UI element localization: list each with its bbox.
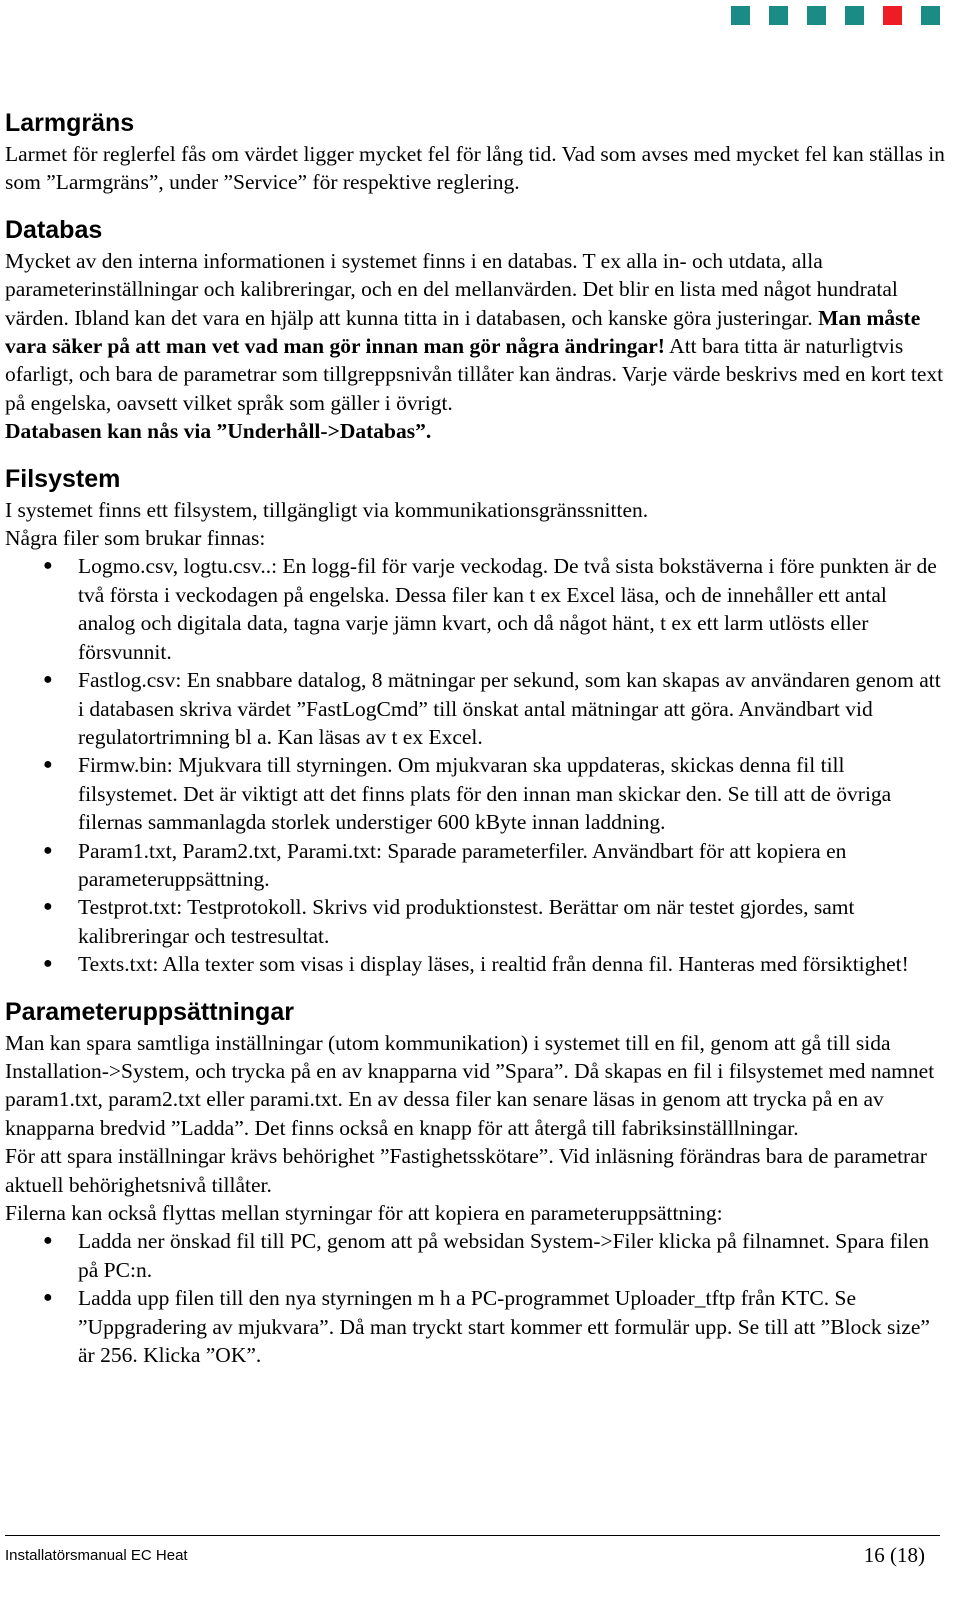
filsystem-intro2: Några filer som brukar finnas:: [5, 526, 266, 551]
param-p1: Man kan spara samtliga inställningar (utom kommunikation) i systemet till en fil, genom att gå till sida Installation->System, och trycka på en av knapparna vid ”Spara”. Då skapas en fil i filsystemet med namnet param1.txt, param2.txt eller parami.txt. En av dessa filer kan senare läsas in genom att trycka på en av knapparna bredvid ”Ladda”. Det finns också en knapp för att återgå till fabriksinställlningar.: [5, 1030, 935, 1140]
list-item: [5, 837, 945, 894]
list-item: [5, 666, 945, 751]
databas-body-a: Mycket av den interna informationen i systemet finns i en databas. T ex alla in- och utdata, alla parameterinställningar och kalibreringar, och en del mellanvärden. Det blir en lista med något hundratal värden. Ibland kan det vara en hjälp att kunna titta in i databasen, och kanske göra justeringar.: [5, 248, 898, 330]
bullet-icon: ●: [43, 557, 53, 575]
section-databas: [5, 215, 945, 446]
list-item: [5, 751, 945, 836]
heading-parameteruppsattningar: Parameteruppsättningar: [5, 997, 294, 1026]
bullet-icon: ●: [43, 1232, 53, 1250]
list-item-text: Logmo.csv, logtu.csv..: En logg-fil för varje veckodag. De två sista bokstäverna i före punkten är de två första i veckodagen på engelska. Dessa filer kan t ex Excel läsa, och de innehåller ett antal analog och digitala data, tagna varje jämn kvart, och då något hänt, t ex ett larm utlösts eller försvunnit.: [78, 554, 937, 664]
decor-square-red: [883, 6, 902, 25]
list-item-text: Texts.txt: Alla texter som visas i display läses, i realtid från denna fil. Hanteras med försiktighet!: [78, 952, 909, 977]
filsystem-list: [5, 552, 945, 978]
section-larmgrans: [5, 108, 945, 197]
header-decoration: [731, 6, 940, 25]
list-item: [5, 1227, 945, 1284]
decor-square: [731, 6, 750, 25]
databas-body: [5, 247, 945, 417]
decor-square: [769, 6, 788, 25]
bullet-icon: ●: [43, 898, 53, 916]
decor-square: [807, 6, 826, 25]
list-item: [5, 893, 945, 950]
heading-filsystem: Filsystem: [5, 464, 121, 493]
page-content: [5, 108, 945, 1369]
bullet-icon: ●: [43, 756, 53, 774]
list-item: [5, 552, 945, 666]
footer-page-number: 16 (18): [863, 1543, 925, 1567]
heading-databas: Databas: [5, 215, 103, 244]
bullet-icon: ●: [43, 841, 53, 859]
list-item: [5, 1284, 945, 1369]
section-filsystem: [5, 464, 945, 979]
decor-square: [845, 6, 864, 25]
list-item-text: Firmw.bin: Mjukvara till styrningen. Om mjukvaran ska uppdateras, skickas denna fil till filsystemet. Det är viktigt att det finns plats för den innan man skickar den. Se till att de övriga filernas sammanlagda storlek understiger 600 kByte innan laddning.: [78, 753, 892, 835]
param-p3: Filerna kan också flyttas mellan styrningar för att kopiera en parameteruppsättning:: [5, 1201, 723, 1225]
list-item-text: Ladda upp filen till den nya styrningen m h a PC-programmet Uploader_tftp från KTC. Se ”Uppgradering av mjukvara”. Då man tryckt start kommer ett formulär upp. Se till att ”Block size” är 256. Klicka ”OK”.: [78, 1286, 930, 1368]
decor-square: [921, 6, 940, 25]
databas-access-text: Databasen kan nås via ”Underhåll->Databas”.: [5, 419, 432, 444]
param-p2: För att spara inställningar krävs behörighet ”Fastighetsskötare”. Vid inläsning förändras bara de parametrar aktuell behörighetsnivå tillåter.: [5, 1144, 927, 1197]
list-item: [5, 950, 945, 978]
filsystem-intro1: I systemet finns ett filsystem, tillgängligt via kommunikationsgränssnitten.: [5, 497, 649, 522]
databas-access: [5, 417, 945, 445]
databas-body-b: Att bara titta är naturligtvis ofarligt, och bara de parametrar som tillgreppsnivån tillåter kan ändras. Varje värde beskrivs med en kort text på engelska, oavsett vilket språk som gäller i övrigt.: [5, 334, 944, 415]
larmgrans-body: Larmet för reglerfel fås om värdet ligger mycket fel för lång tid. Vad som avses med mycket fel kan ställas in som ”Larmgräns”, under ”Service” för respektive reglering.: [5, 142, 945, 195]
databas-warning: Man måste vara säker på att man vet vad man gör innan man gör några ändringar!: [5, 305, 921, 359]
footer-divider: [5, 1535, 940, 1536]
param-list: [5, 1227, 945, 1369]
list-item-text: Fastlog.csv: En snabbare datalog, 8 mätningar per sekund, som kan skapas av användaren genom att i databasen skriva värdet ”FastLogCmd” till önskat antal mätningar att göra. Användbart vid regulatortrimning bl a. Kan läsas av t ex Excel.: [78, 668, 941, 749]
heading-larmgrans: Larmgräns: [5, 109, 135, 137]
bullet-icon: ●: [43, 955, 53, 973]
section-parameteruppsattningar: [5, 997, 945, 1370]
footer-manual-title: Installatörsmanual EC Heat: [5, 1547, 188, 1564]
list-item-text: Ladda ner önskad fil till PC, genom att på websidan System->Filer klicka på filnamnet. Spara filen på PC:n.: [78, 1229, 930, 1282]
bullet-icon: ●: [43, 1289, 53, 1307]
bullet-icon: ●: [43, 671, 53, 689]
list-item-text: Testprot.txt: Testprotokoll. Skrivs vid produktionstest. Berättar om när testet gjordes, samt kalibreringar och testresultat.: [78, 895, 855, 948]
list-item-text: Param1.txt, Param2.txt, Parami.txt: Sparade parameterfiler. Användbart för att kopiera en parameteruppsättning.: [78, 838, 847, 891]
